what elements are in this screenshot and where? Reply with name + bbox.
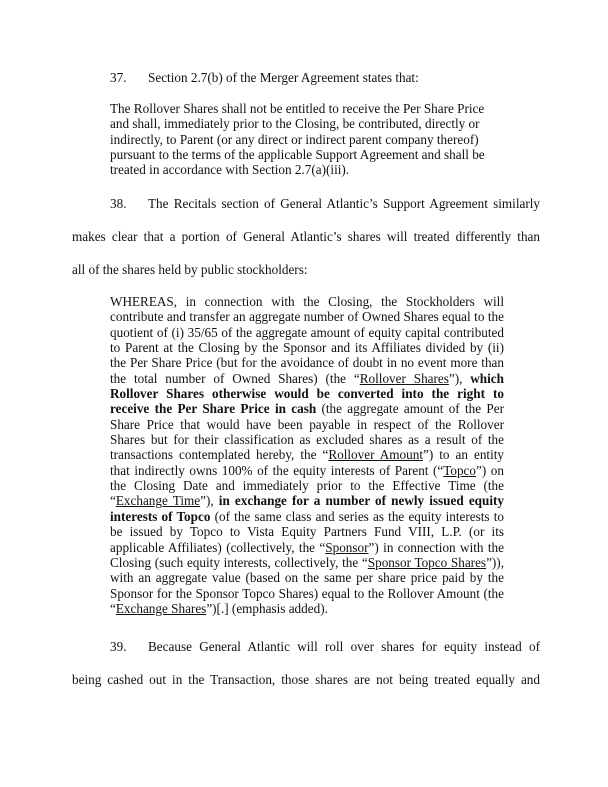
paragraph-37-heading — [110, 70, 540, 86]
quote-text-5: ”) on the Closing Date and immediately prior to the Effective Time (the “ — [110, 462, 504, 509]
quote-text-6: ”), — [200, 493, 219, 509]
paragraph-39-line-1: Because General Atlantic will roll over shares for equity instead of — [148, 639, 540, 654]
quote-text-8: ”) in connection with the Closing (such equity interests, collectively, the “ — [110, 539, 504, 570]
emphasis-newly-issued-equity: in exchange for a number of newly issued equity interests of Topco — [110, 493, 505, 524]
quote-text-10: ”)[.] (emphasis added). — [206, 600, 328, 616]
paragraph-39-number: 39. — [110, 639, 127, 654]
paragraph-39-heading — [110, 639, 540, 655]
paragraph-37-quote: The Rollover Shares shall not be entitled to receive the Per Share Price and shall, immediately prior to the Closing, be contributed, directly or indirectly, to Parent (or any direct or indirect parent company thereof) pursuant to the terms of the applicable Support Agreement and shall be treated in accordance with Section 2.7(a)(iii). — [110, 101, 485, 178]
paragraph-38-quote — [110, 294, 504, 616]
defined-term-sponsor: Sponsor — [325, 539, 369, 555]
paragraph-38-line-3: all of the shares held by public stockholders: — [72, 262, 308, 277]
defined-term-rollover-amount: Rollover Amount — [328, 447, 423, 463]
quote-text-9: ”)), with an aggregate value (based on the same per share price paid by the Sponsor for the Sponsor Topco Shares) equal to the Rollover Amount (the “ — [110, 554, 504, 616]
paragraph-38-heading — [110, 196, 540, 212]
paragraph-38-line-2: makes clear that a portion of General Atlantic’s shares will treated differently than — [72, 229, 540, 244]
defined-term-exchange-time: Exchange Time — [115, 493, 201, 509]
paragraph-37-number: 37. — [110, 70, 127, 85]
quote-text-2: ”), — [448, 370, 471, 386]
quote-text-4: ”) to an entity that indirectly owns 100% of the equity interests of Parent (“ — [110, 447, 504, 478]
defined-term-topco: Topco — [443, 462, 477, 478]
defined-term-rollover-shares: Rollover Shares — [359, 370, 449, 386]
quote-text-3: (the aggregate amount of the Per Share Price that would have been payable in respect of the Rollover Shares but for their classification as excluded shares as a result of the transactions contemplated hereby, the “ — [110, 401, 505, 463]
defined-term-exchange-shares: Exchange Shares — [115, 600, 207, 616]
quote-text-7: (of the same class and series as the equity interests to be issued by Topco to Vista Equity Partners Fund VIII, L.P. (or its applicable Affiliates) (collectively, the “ — [110, 508, 504, 555]
paragraph-38-line-1: The Recitals section of General Atlantic’s Support Agreement similarly — [148, 196, 540, 211]
paragraph-37-intro: Section 2.7(b) of the Merger Agreement states that: — [148, 70, 419, 85]
paragraph-39-line-2: being cashed out in the Transaction, those shares are not being treated equally and — [72, 672, 540, 687]
defined-term-sponsor-topco-shares: Sponsor Topco Shares — [367, 554, 487, 570]
emphasis-rollover-shares: which Rollover Shares otherwise would be converted into the right to receive the Per Share Price in cash — [110, 370, 504, 417]
quote-text-1: WHEREAS, in connection with the Closing, the Stockholders will contribute and transfer an aggregate number of Owned Shares equal to the quotient of (i) 35/65 of the aggregate amount of equity capital contributed to Parent at the Closing by the Sponsor and its Affiliates divided by (ii) the Per Share Price (but for the avoidance of doubt in no event more than the total number of Owned Shares) (the “ — [110, 294, 504, 386]
paragraph-38-number: 38. — [110, 196, 127, 211]
